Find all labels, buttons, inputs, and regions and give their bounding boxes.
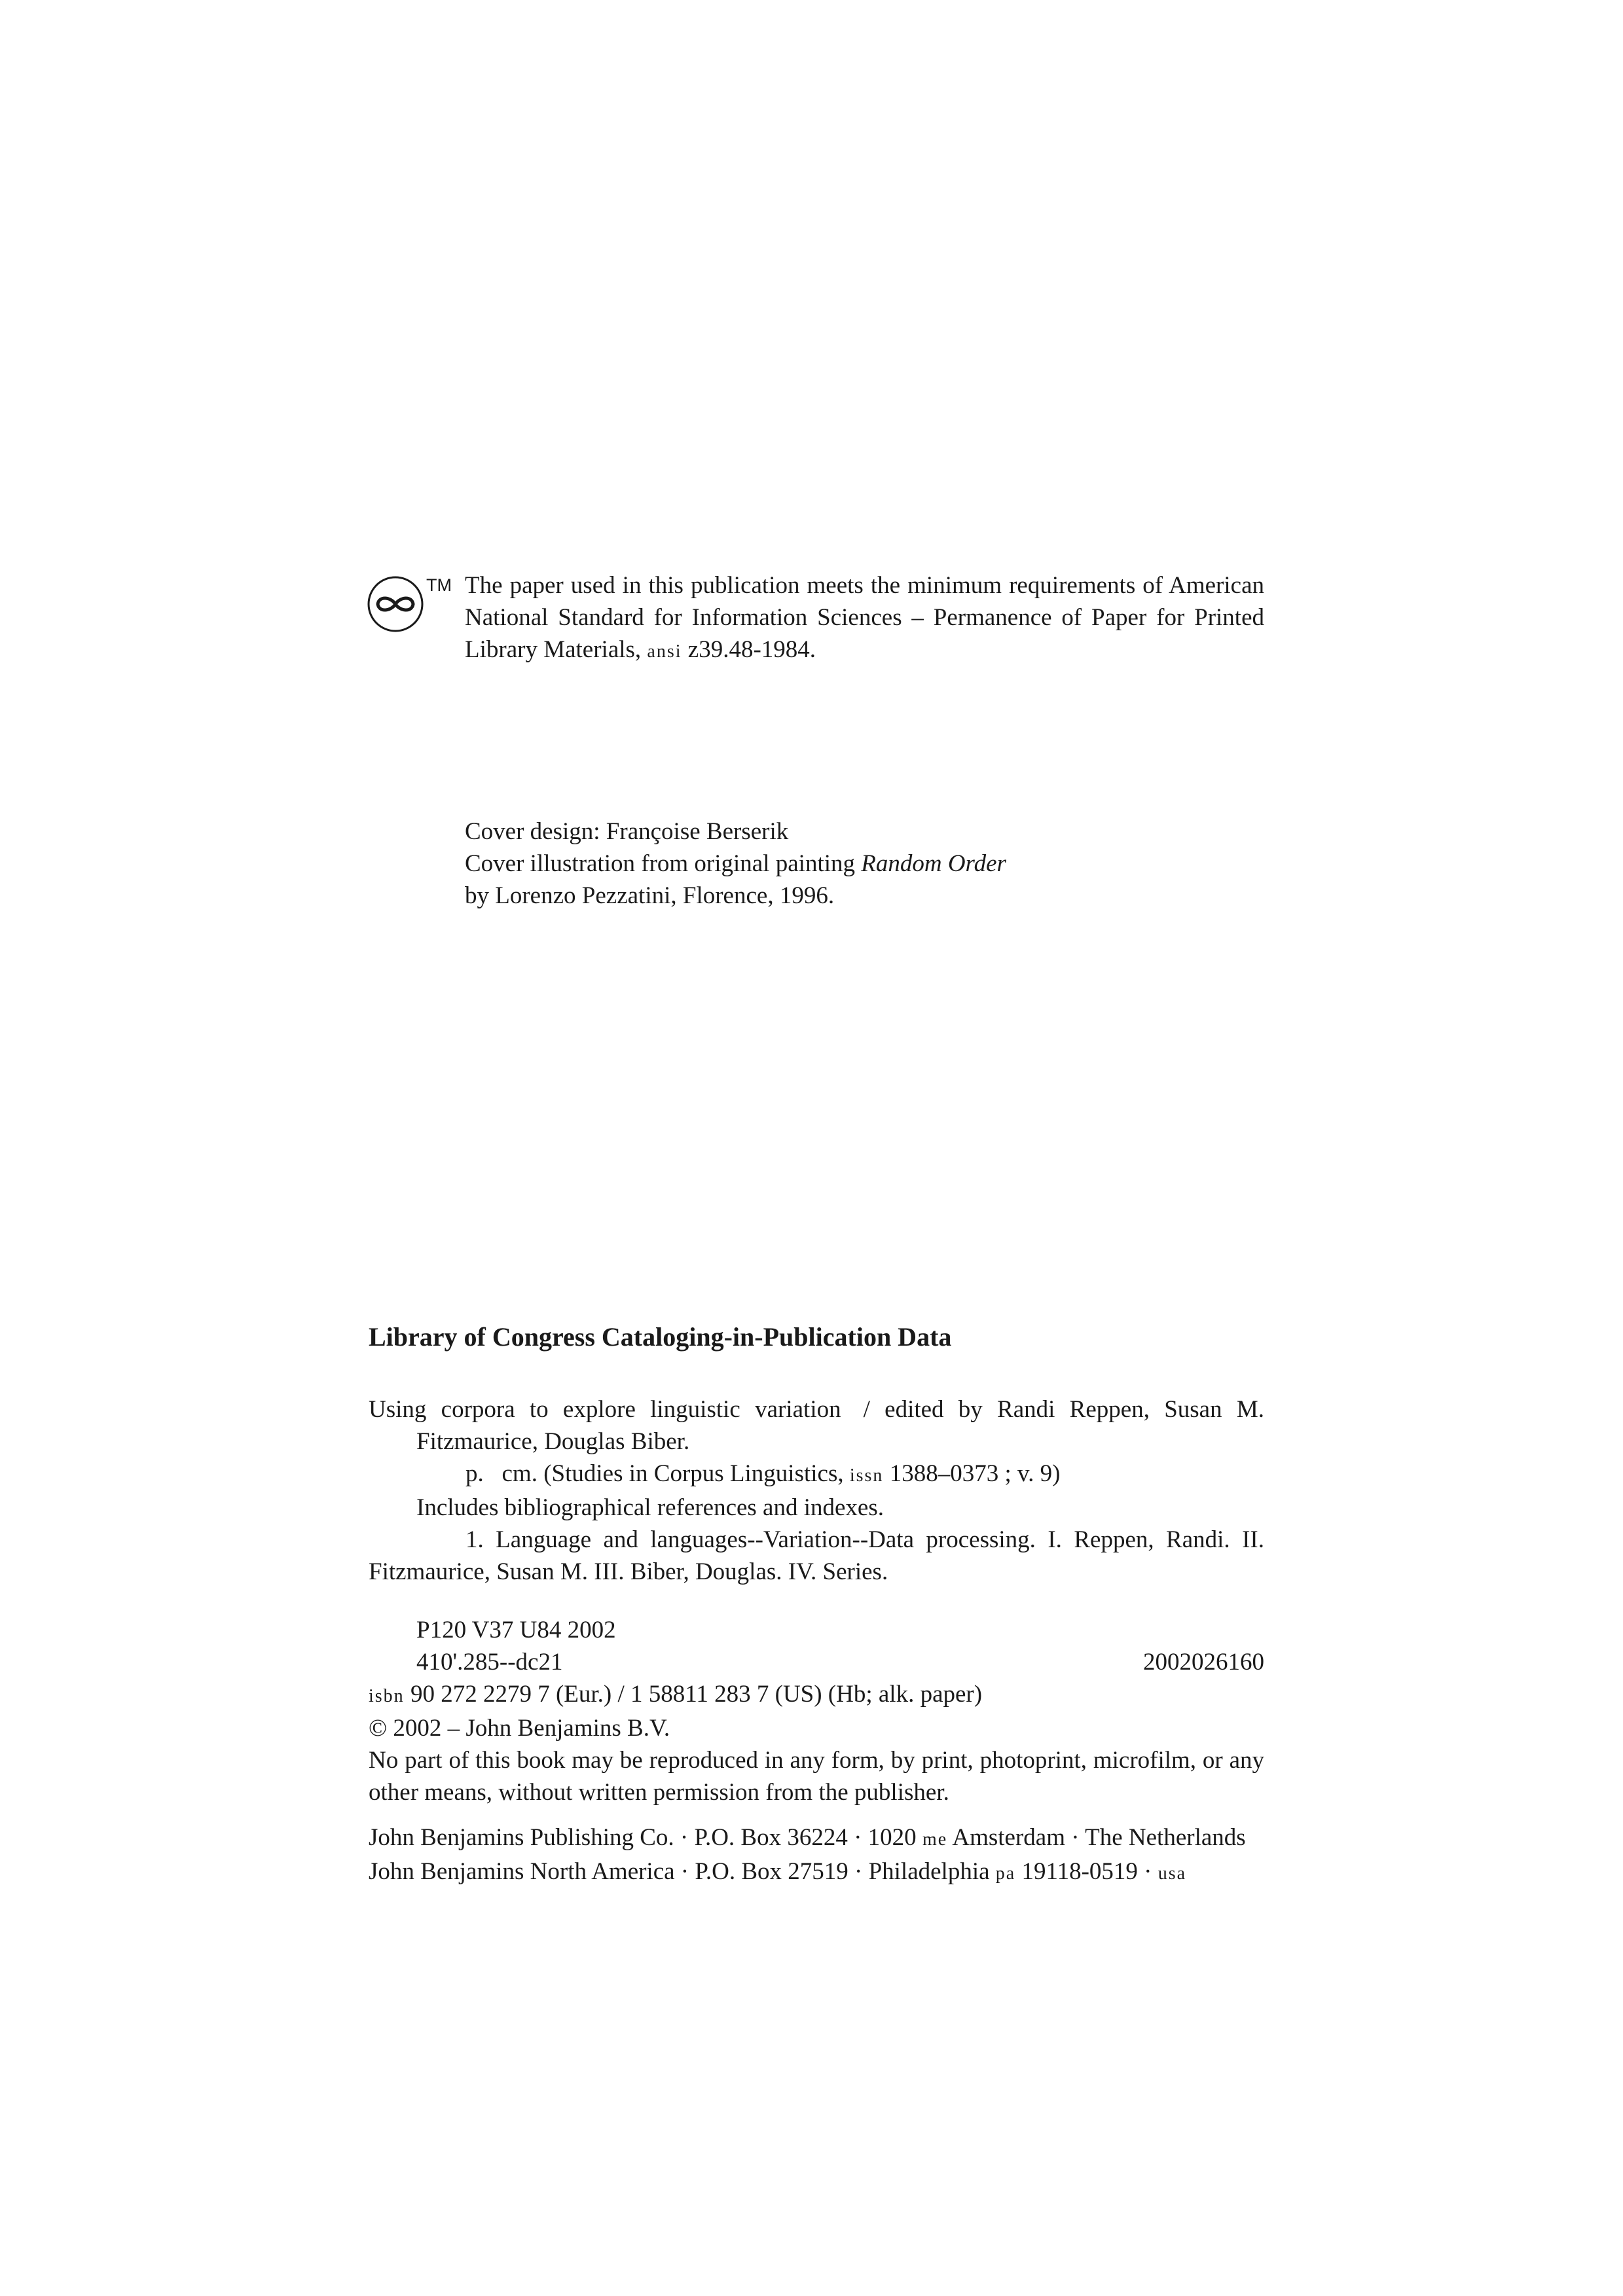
publisher-address-america xyxy=(369,1856,1264,1890)
cover-illustration-artist: by Lorenzo Pezzatini, Florence, 1996. xyxy=(465,882,835,909)
painting-title: Random Order xyxy=(861,850,1006,877)
isbn-label: isbn xyxy=(369,1686,405,1706)
cip-book-title: Using corpora to explore linguistic variation xyxy=(369,1396,841,1423)
paper-notice-body: The paper used in this publication meets the minimum requirements of American National Standard for Information Sciences – Permanence of Paper for Printed Library Materials, xyxy=(465,572,1264,663)
cip-heading: Library of Congress Cataloging-in-Publication Data xyxy=(369,1322,952,1352)
paper-notice-text xyxy=(426,569,1264,668)
infinity-circle-icon xyxy=(366,575,425,634)
cover-illustration-prefix: Cover illustration from original painting xyxy=(465,850,862,877)
cip-physical-prefix: p. cm. (Studies in Corpus Linguistics, xyxy=(465,1460,850,1487)
cip-data xyxy=(369,1393,1264,1890)
publisher-america-state: pa xyxy=(995,1863,1016,1884)
cip-call-number: P120 V37 U84 2002 xyxy=(416,1617,616,1643)
isbn-values: 90 272 2279 7 (Eur.) / 1 58811 283 7 (US) (Hb; alk. paper) xyxy=(404,1681,983,1708)
cip-subjects: 1. Language and languages--Variation--Data processing. I. Reppen, Randi. II. Fitzmaurice, Susan M. III. Biber, Douglas. IV. Series. xyxy=(369,1526,1264,1585)
cip-editors: / edited by Randi Reppen, Susan M. Fitzmaurice, Douglas Biber. xyxy=(416,1396,1265,1455)
paper-notice xyxy=(369,569,1264,668)
cip-classification-row xyxy=(369,1646,1264,1678)
publisher-europe-prefix: John Benjamins Publishing Co. · P.O. Box 36224 · 1020 xyxy=(369,1824,922,1851)
ansi-standard: z39.48-1984. xyxy=(682,636,816,663)
publisher-america-country: usa xyxy=(1158,1863,1187,1884)
cip-includes-note: Includes bibliographical references and indexes. xyxy=(416,1494,884,1521)
publisher-america-prefix: John Benjamins North America · P.O. Box 27519 · Philadelphia xyxy=(369,1858,996,1885)
cip-series-number: 1388–0373 ; v. 9) xyxy=(883,1460,1061,1487)
publisher-europe-code: me xyxy=(922,1829,948,1850)
publisher-europe-city: Amsterdam · The Netherlands xyxy=(947,1824,1246,1851)
cover-illustration-line xyxy=(465,848,1250,880)
publisher-america-zip: 19118-0519 · xyxy=(1015,1858,1158,1885)
cover-credits xyxy=(465,816,1250,912)
cover-design-line: Cover design: Françoise Berserik xyxy=(465,818,789,845)
publisher-address-europe xyxy=(369,1821,1264,1856)
cip-lccn: 2002026160 xyxy=(1143,1649,1264,1676)
ansi-label: ansi xyxy=(647,641,682,662)
copyright-line: © 2002 – John Benjamins B.V. xyxy=(369,1715,670,1742)
cip-physical-description xyxy=(369,1458,1264,1492)
copyright-notice: No part of this book may be reproduced in any form, by print, photoprint, microfilm, or any other means, without written permission from the publisher. xyxy=(369,1747,1264,1806)
issn-label: issn xyxy=(849,1465,884,1486)
cip-dewey: 410'.285--dc21 xyxy=(416,1649,563,1676)
trademark-mark: TM xyxy=(426,575,452,595)
isbn-line xyxy=(369,1678,1264,1712)
cip-title-entry xyxy=(369,1393,1264,1458)
